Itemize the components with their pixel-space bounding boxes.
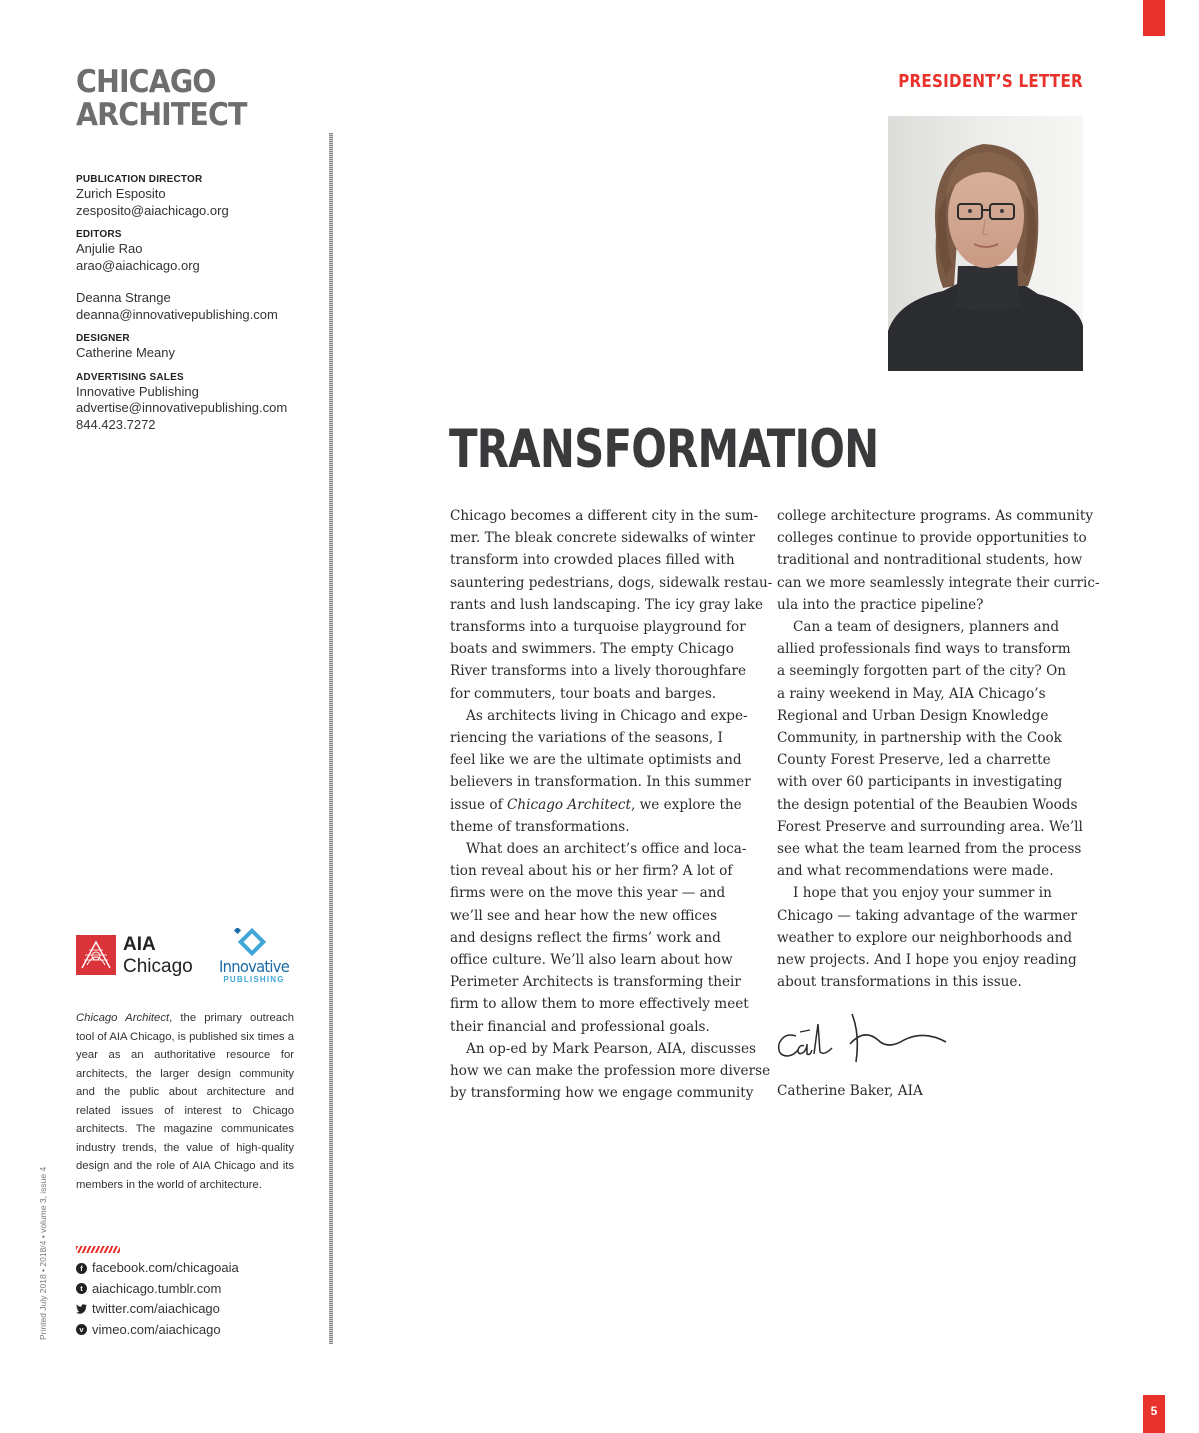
text-line: a rainy weekend in May, AIA Chicago’s — [777, 685, 1046, 702]
staff-role: EDITORS — [76, 229, 122, 240]
text-line: Can a team of designers, planners and — [793, 619, 1060, 636]
social-link-vimeo[interactable] — [76, 1320, 239, 1341]
masthead-line-1: CHICAGO — [76, 64, 216, 100]
text-line: ula into the practice pipeline? — [777, 596, 984, 613]
text-line: how we can make the profession more diverse — [450, 1063, 771, 1080]
text-line: transform into crowded places filled with — [450, 552, 735, 569]
blurb-text: , the primary outreach tool of AIA Chicago, is published six times a year as an authoritative resource for architects, the larger design community and the public about architecture and related issues of interest to Chicago architects. The magazine communicates industry trends, the value of high-quality design and the role of AIA Chicago and its members in the world of architecture. — [76, 1012, 294, 1191]
author-portrait — [888, 116, 1083, 371]
social-link-text: aiachicago.tumblr.com — [92, 1280, 222, 1296]
text-line: sauntering pedestrians, dogs, sidewalk restau- — [450, 574, 773, 591]
text-line: firms were on the move this year — and — [450, 885, 726, 902]
tumblr-icon: t — [76, 1283, 87, 1294]
aia-chicago-wordmark — [123, 934, 193, 978]
handwritten-signature — [774, 1010, 954, 1070]
article-headline: TRANSFORMATION — [449, 419, 879, 480]
text-line: rants and lush landscaping. The icy gray lake — [450, 596, 764, 613]
aia-eagle-logo-icon — [76, 935, 116, 975]
innovative-wordmark-sub: PUBLISHING — [223, 975, 285, 984]
text-line: riencing the variations of the seasons, I — [450, 730, 723, 747]
text-line: for commuters, tour boats and barges. — [450, 685, 717, 702]
article-column-1 — [450, 505, 773, 1104]
text-line: River transforms into a lively thoroughfare — [450, 663, 747, 680]
text-line: allied professionals find ways to transform — [777, 641, 1071, 658]
staff-role: DESIGNER — [76, 333, 130, 344]
staff-name: Deanna Strange — [76, 290, 171, 305]
text-line: believers in transformation. In this summer — [450, 774, 751, 791]
social-link-text: facebook.com/chicagoaia — [92, 1260, 239, 1275]
text-line: the design potential of the Beaubien Woods — [777, 796, 1078, 813]
text-line: Forest Preserve and surrounding area. We’ll — [777, 818, 1083, 835]
masthead — [76, 66, 246, 132]
section-label: PRESIDENT’S LETTER — [898, 71, 1083, 92]
text-line: County Forest Preserve, led a charrette — [777, 752, 1051, 769]
text-line: their financial and professional goals. — [450, 1018, 710, 1035]
aia-wordmark-line1: AIA — [123, 934, 156, 955]
vimeo-icon: v — [76, 1324, 87, 1335]
text-line: theme of transformations. — [450, 818, 630, 835]
text-line: and designs reflect the firms’ work and — [450, 929, 721, 946]
twitter-icon — [76, 1304, 87, 1315]
text-line: college architecture programs. As community — [777, 508, 1094, 524]
social-link-tumblr[interactable] — [76, 1279, 239, 1300]
text-line: Community, in partnership with the Cook — [777, 730, 1062, 747]
innovative-publishing-icon — [232, 928, 268, 960]
text-line: we’ll see and hear how the new offices — [450, 907, 718, 924]
text-line: transforms into a turquoise playground for — [450, 619, 746, 636]
staff-role: ADVERTISING SALES — [76, 371, 184, 383]
text-line: office culture. We’ll also learn about how — [450, 952, 733, 969]
aia-wordmark-line2: Chicago — [123, 956, 193, 977]
social-links — [76, 1258, 239, 1340]
text-line: An op-ed by Mark Pearson, AIA, discusses — [466, 1040, 756, 1057]
staff-name: Zurich Esposito — [76, 186, 166, 201]
text-line: firm to allow them to more effectively meet — [450, 996, 749, 1013]
text-line: Chicago becomes a different city in the sum- — [450, 508, 759, 524]
innovative-publishing-wordmark — [214, 957, 294, 984]
print-info: Printed July 2018 • 2018/4 • volume 3, issue 4 — [38, 1166, 48, 1340]
staff-phone: 844.423.7272 — [76, 416, 156, 432]
social-link-twitter[interactable] — [76, 1299, 239, 1320]
text-line: As architects living in Chicago and expe- — [466, 707, 748, 724]
publication-blurb — [76, 1009, 294, 1194]
social-link-text: twitter.com/aiachicago — [92, 1301, 220, 1316]
text-line: feel like we are the ultimate optimists and — [450, 752, 742, 769]
text-line: about transformations in this issue. — [777, 974, 1022, 991]
text-line: mer. The bleak concrete sidewalks of winter — [450, 530, 756, 547]
text-line: tion reveal about his or her firm? A lot of — [450, 863, 733, 880]
blurb-title: Chicago Architect — [76, 1012, 170, 1024]
staff-email[interactable]: zesposito@aiachicago.org — [76, 202, 229, 218]
social-link-text: vimeo.com/aiachicago — [92, 1321, 221, 1337]
text-line: with over 60 participants in investigating — [777, 774, 1063, 791]
signer-name: Catherine Baker, AIA — [777, 1083, 923, 1099]
innovative-wordmark-name: Innovative — [218, 957, 290, 976]
top-red-tab — [1143, 0, 1165, 36]
decorative-stripes — [76, 1246, 120, 1253]
text-line: What does an architect’s office and loca- — [466, 841, 747, 858]
text-line: and what recommendations were made. — [777, 863, 1054, 880]
masthead-line-2: ARCHITECT — [76, 97, 247, 133]
text-line: see what the team learned from the process — [777, 841, 1082, 858]
text-line: Perimeter Architects is transforming their — [450, 974, 741, 991]
article-column-2 — [777, 505, 1100, 993]
social-link-facebook[interactable] — [76, 1258, 239, 1279]
column-divider — [329, 133, 333, 1344]
text-line-with-title — [450, 794, 760, 816]
page-number-tab — [1143, 1395, 1165, 1433]
text-line: weather to explore our neighborhoods and — [777, 929, 1073, 946]
text-line: colleges continue to provide opportunities to — [777, 530, 1087, 547]
page-number: 5 — [1150, 1404, 1158, 1418]
text-line: new projects. And I hope you enjoy reading — [777, 952, 1077, 969]
text-line: a seemingly forgotten part of the city? On — [777, 663, 1066, 680]
staff-name: Catherine Meany — [76, 345, 175, 360]
text-segment: issue of — [450, 796, 507, 813]
text-line: by transforming how we engage community — [450, 1085, 754, 1102]
facebook-icon: f — [76, 1263, 87, 1274]
text-line: can we more seamlessly integrate their curric- — [777, 574, 1100, 591]
staff-name: Innovative Publishing — [76, 383, 199, 399]
text-line: Chicago — taking advantage of the warmer — [777, 907, 1078, 924]
text-line: traditional and nontraditional students, how — [777, 552, 1083, 569]
staff-email[interactable]: deanna@innovativepublishing.com — [76, 306, 278, 322]
text-segment: , we explore the — [631, 796, 742, 813]
staff-name: Anjulie Rao — [76, 241, 143, 256]
staff-role: PUBLICATION DIRECTOR — [76, 174, 203, 185]
staff-email[interactable]: advertise@innovativepublishing.com — [76, 400, 288, 415]
text-line: Regional and Urban Design Knowledge — [777, 707, 1049, 724]
staff-list — [76, 173, 321, 433]
staff-email[interactable]: arao@aiachicago.org — [76, 257, 200, 273]
italic-title: Chicago Architect — [506, 796, 632, 813]
text-line: boats and swimmers. The empty Chicago — [450, 641, 734, 658]
text-line: I hope that you enjoy your summer in — [793, 885, 1052, 902]
